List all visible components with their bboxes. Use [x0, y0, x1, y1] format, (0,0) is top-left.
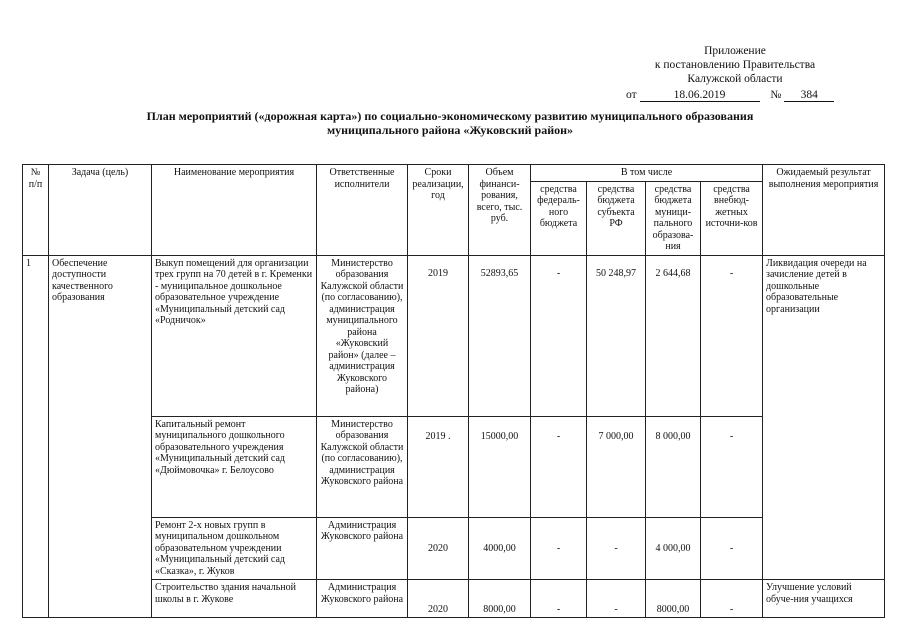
header-name: Наименование мероприятия — [152, 165, 317, 256]
row-name: Ремонт 2-х новых групп в муниципальном дошкольном образовательном учреждении «Муниципальный детский сад «Сказка», г. Жуков — [152, 517, 317, 580]
row-municipal: 8 000,00 — [646, 416, 701, 517]
row-responsible: Администрация Жуковского района — [317, 580, 408, 618]
row-result: Улучшение условий обуче-ния учащихся — [763, 580, 885, 618]
header-terms: Сроки реализации, год — [408, 165, 469, 256]
row-municipal: 2 644,68 — [646, 255, 701, 416]
appendix-decree: к постановлению Правительства — [654, 59, 816, 71]
header-task: Задача (цель) — [49, 165, 152, 256]
row-volume: 4000,00 — [469, 517, 531, 580]
header-subject: средства бюджета субъекта РФ — [587, 181, 646, 255]
header-municipal: средства бюджета муници-пального образова-ния — [646, 181, 701, 255]
decree-date-number — [626, 89, 834, 102]
row-subject: 7 000,00 — [587, 416, 646, 517]
row-name: Строительство здания начальной школы в г. Жукове — [152, 580, 317, 618]
appendix-region: Калужской области — [687, 73, 783, 85]
title-line-1: План мероприятий («дорожная карта») по социально-экономическому развитию муниципального образования — [146, 109, 754, 123]
header-including: В том числе — [531, 165, 763, 182]
row-municipal: 8000,00 — [646, 580, 701, 618]
row-name: Выкуп помещений для организации трех групп на 70 детей в г. Кременки - муниципальное дошкольное образовательное учреждение «Муниципальный детский сад «Родничок» — [152, 255, 317, 416]
table-row — [23, 255, 885, 416]
from-label: от — [626, 89, 637, 101]
row-name: Капитальный ремонт муниципального дошкольного образовательного учреждения «Муниципальный детский сад «Дюймовочка» г. Белоусово — [152, 416, 317, 517]
page-title — [90, 109, 810, 137]
row-volume: 8000,00 — [469, 580, 531, 618]
row-municipal: 4 000,00 — [646, 517, 701, 580]
row-result: Ликвидация очереди на зачисление детей в дошкольные образовательные организации — [763, 255, 885, 580]
table-row — [23, 517, 885, 580]
number-label: № — [770, 89, 782, 101]
row-extrabudget: - — [701, 416, 763, 517]
row-terms: 2019 — [408, 255, 469, 416]
header-result: Ожидаемый результат выполнения мероприятия — [763, 165, 885, 256]
row-task: Обеспечение доступности качественного образования — [49, 255, 152, 618]
row-terms: 2020 — [408, 517, 469, 580]
row-extrabudget: - — [701, 517, 763, 580]
title-line-2: муниципального района «Жуковский район» — [326, 123, 574, 137]
row-federal: - — [531, 517, 587, 580]
row-extrabudget: - — [701, 255, 763, 416]
row-terms: 2020 — [408, 580, 469, 618]
row-federal: - — [531, 416, 587, 517]
decree-date: 18.06.2019 — [640, 89, 760, 102]
header-responsible: Ответственные исполнители — [317, 165, 408, 256]
row-subject: - — [587, 580, 646, 618]
header-federal: средства федераль-ного бюджета — [531, 181, 587, 255]
row-federal: - — [531, 580, 587, 618]
row-extrabudget: - — [701, 580, 763, 618]
row-num: 1 — [23, 255, 49, 618]
header-volume: Объем финанси-рования, всего, тыс. руб. — [469, 165, 531, 256]
row-subject: - — [587, 517, 646, 580]
decree-number: 384 — [784, 89, 834, 102]
row-terms: 2019 . — [408, 416, 469, 517]
table-row — [23, 416, 885, 517]
plan-table — [22, 164, 885, 618]
row-responsible: Администрация Жуковского района — [317, 517, 408, 580]
row-federal: - — [531, 255, 587, 416]
row-volume: 52893,65 — [469, 255, 531, 416]
table-row — [23, 580, 885, 618]
appendix-block — [610, 44, 860, 86]
appendix-title: Приложение — [704, 45, 766, 57]
header-num: № п/п — [23, 165, 49, 256]
row-responsible: Министерство образования Калужской области (по согласованию), администрация муниципального района «Жуковский район» (далее – администрация Жуковского района) — [317, 255, 408, 416]
header-extrabudget: средства внебюд-жетных источни-ков — [701, 181, 763, 255]
row-volume: 15000,00 — [469, 416, 531, 517]
row-subject: 50 248,97 — [587, 255, 646, 416]
row-responsible: Министерство образования Калужской области (по согласованию), администрация Жуковского района — [317, 416, 408, 517]
header-row-1 — [23, 165, 885, 182]
